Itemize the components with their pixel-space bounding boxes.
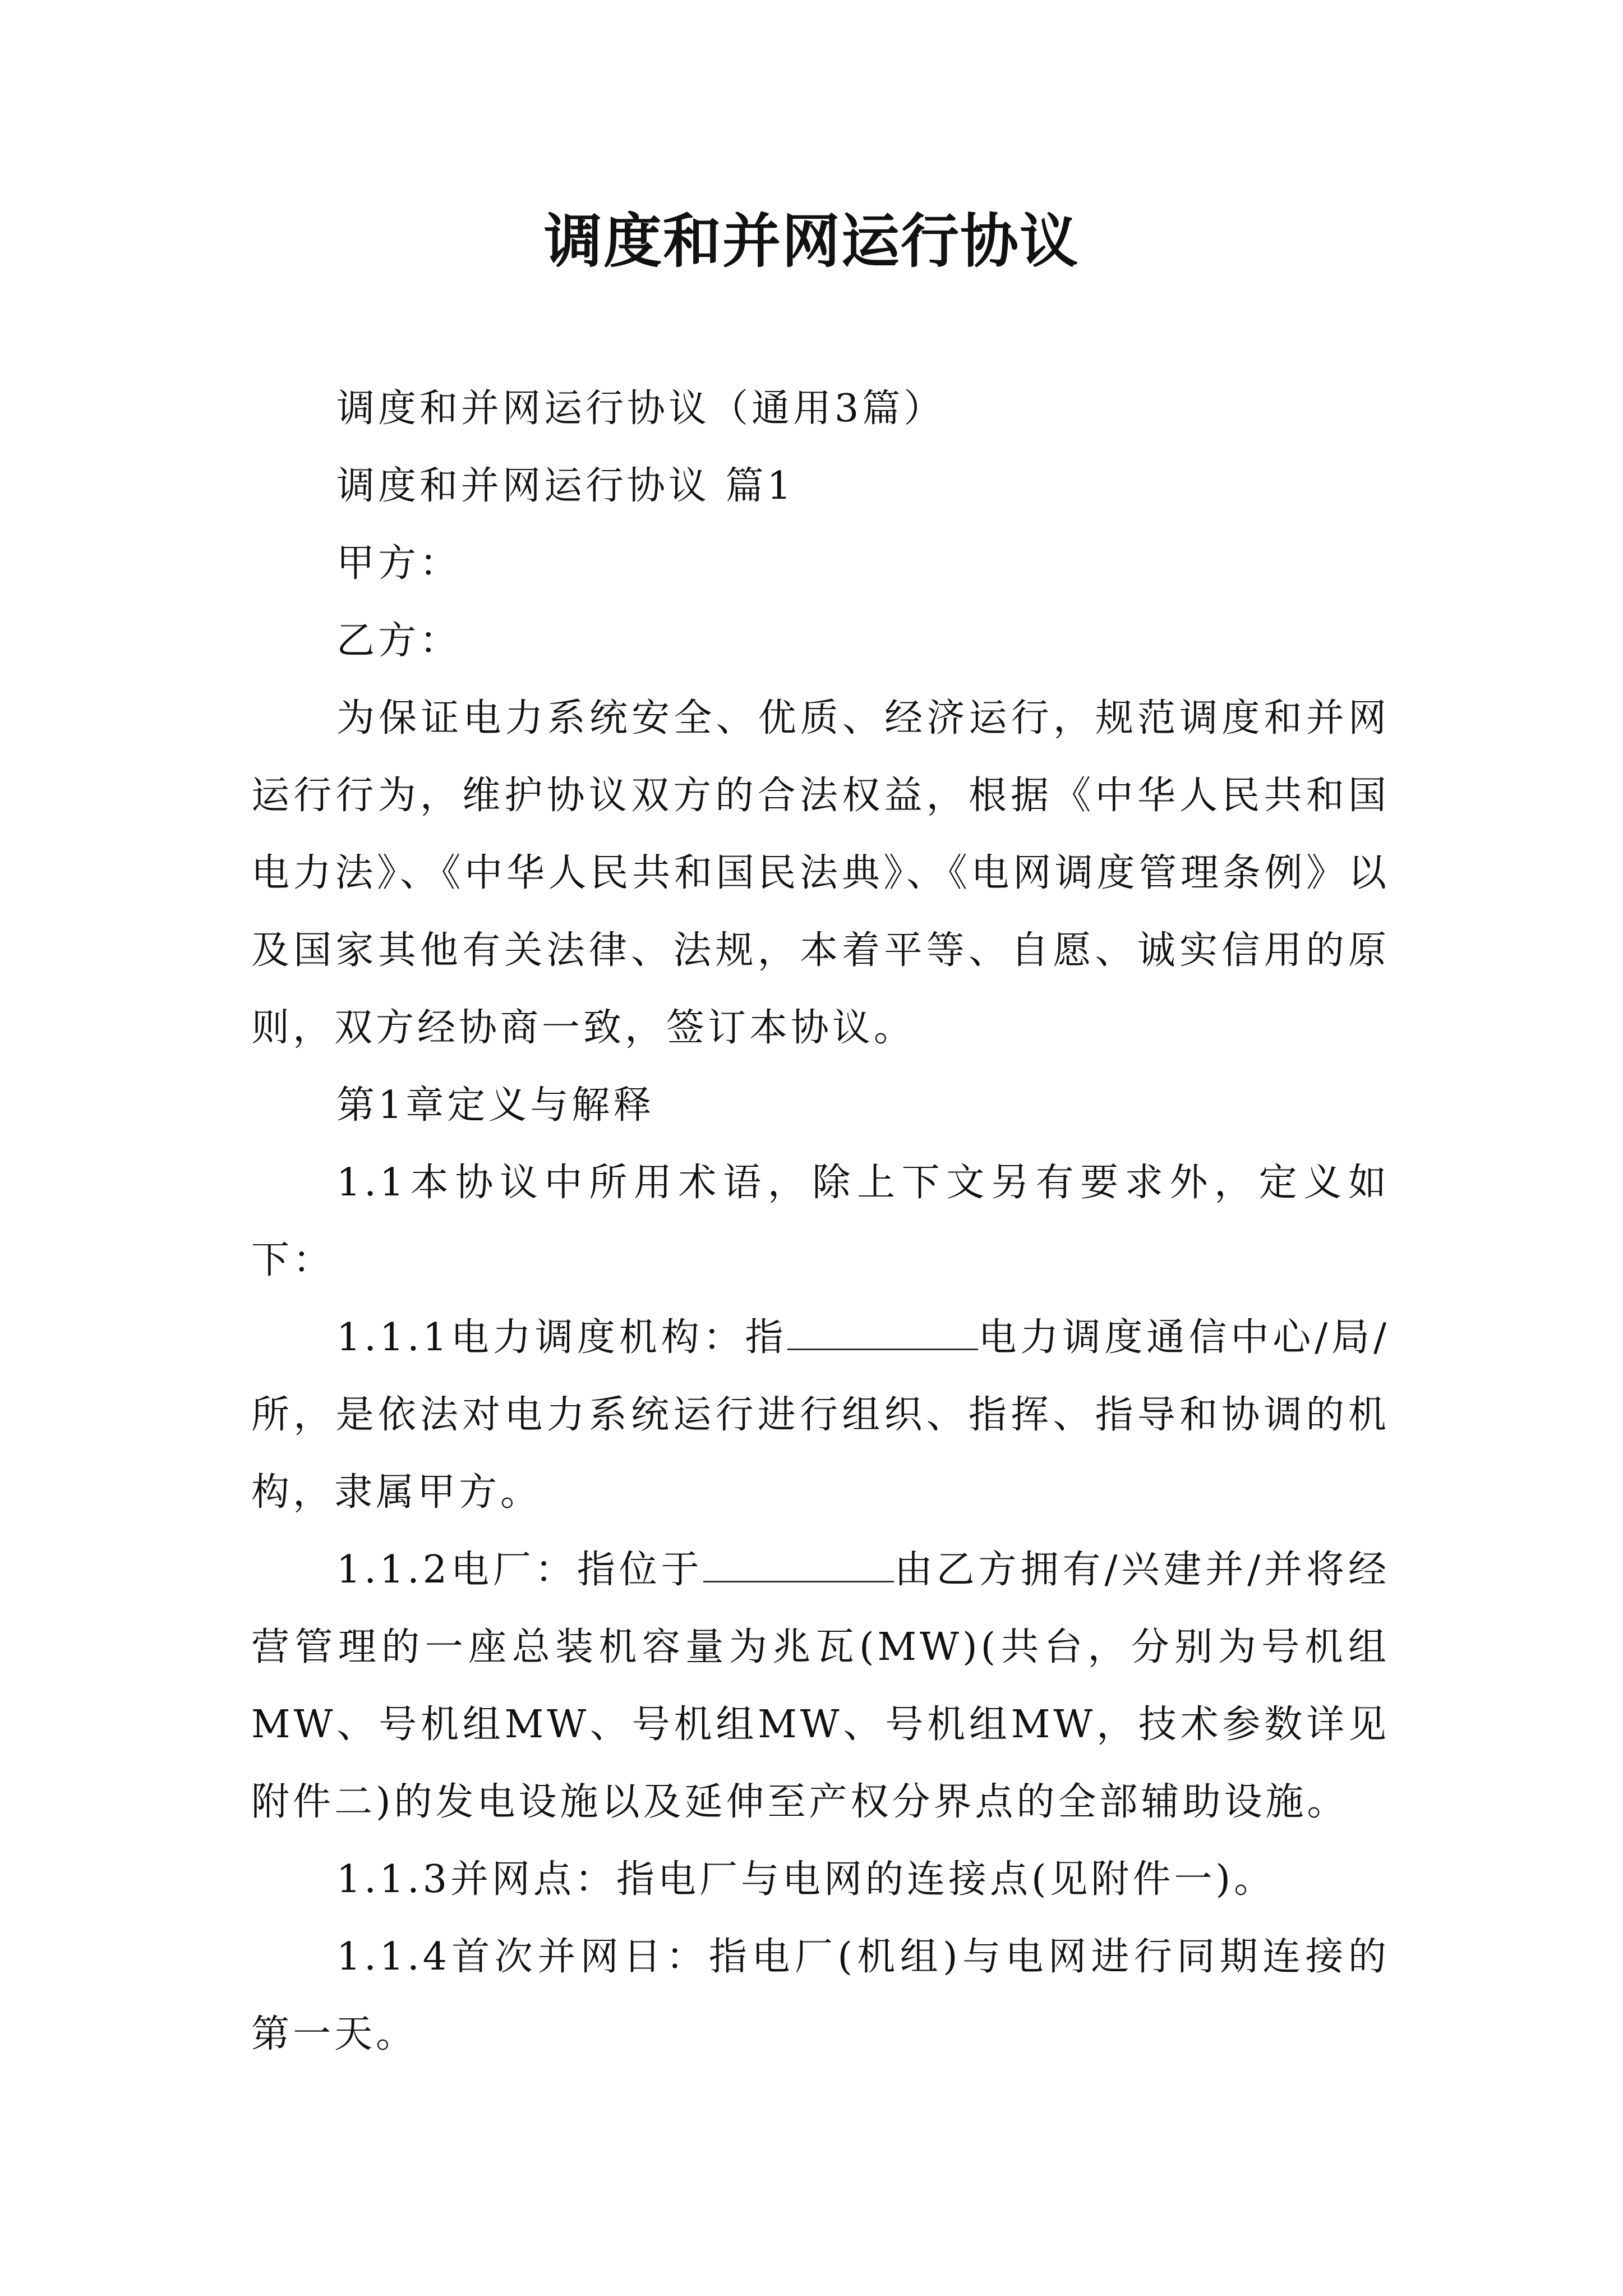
clause-1-1-2 (251, 1531, 1390, 1841)
clause-1-1-1-rest: 电力调度通信中心/局/所，是依法对电力系统运行进行组织、指挥、指导和协调的机构，隶属甲方。 (251, 1315, 1390, 1515)
clause-1-1-4: 1.1.4首次并网日：指电厂(机组)与电网进行同期连接的第一天。 (251, 1935, 1390, 2056)
fill-in-blank (703, 1549, 894, 1582)
document-body (251, 370, 1390, 2073)
preamble-paragraph: 为保证电力系统安全、优质、经济运行，规范调度和并网运行行为，维护协议双方的合法权益，根据《中华人民共和国电力法》、《中华人民共和国民法典》、《电网调度管理条例》以及国家其他有关法律、法规，本着平等、自愿、诚实信用的原则，双方经协商一致，签订本协议。 (251, 696, 1390, 1050)
clause-1-1-1-lead: 1.1.1电力调度机构：指 (336, 1315, 787, 1360)
clause-1-1-2-rest: 由乙方拥有/兴建并/并将经营管理的一座总装机容量为兆瓦(MW)(共台，分别为号机组MW、号机组MW、号机组MW、号机组MW，技术参数详见附件二)的发电设施以及延伸至产权分界点的全部辅助设施。 (251, 1548, 1390, 1824)
clause-1-1-2-lead: 1.1.2电厂：指位于 (336, 1548, 703, 1592)
chapter-heading: 第1章定义与解释 (336, 1083, 655, 1128)
party-b-line: 乙方： (336, 619, 462, 663)
fill-in-blank (787, 1317, 978, 1350)
clause-1-1-3: 1.1.3并网点：指电厂与电网的连接点(见附件一)。 (336, 1857, 1276, 1902)
section-heading-part-1: 调度和并网运行协议 篇1 (336, 464, 795, 508)
clause-1-1: 1.1本协议中所用术语，除上下文另有要求外，定义如下： (251, 1161, 1390, 1282)
party-a-line: 甲方： (336, 541, 462, 586)
clause-1-1-1 (251, 1299, 1390, 1531)
document-title: 调度和并网运行协议 (543, 206, 1079, 275)
subtitle-general: 调度和并网运行协议（通用3篇） (336, 386, 946, 431)
